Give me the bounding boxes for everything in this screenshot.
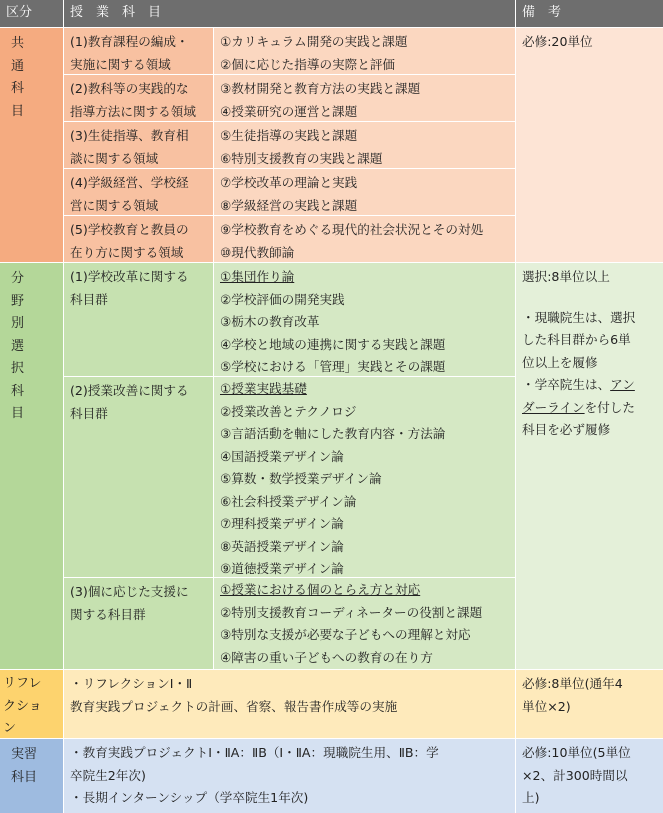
- common-subjects-1: ①カリキュラム開発の実践と課題 ②個に応じた指導の実際と評価: [214, 28, 515, 74]
- field-remarks: 選択:8単位以上 ・現職院生は、選択 した科目群から6単 位以上を履修 ・学卒院生は、アン ダーラインを付した 科目を必ず履修: [516, 263, 663, 669]
- common-label: 共 通 科 目: [0, 28, 63, 262]
- common-area-3: (3)生徒指導、教育相 談に関する領域: [64, 122, 213, 168]
- reflection-remarks: 必修:8単位(通年4 単位×2): [516, 670, 663, 738]
- reflection-label: リフレ クショ ン: [0, 670, 63, 738]
- field-area-1: (1)学校改革に関する 科目群: [64, 263, 213, 376]
- practicum-body: ・教育実践プロジェクトⅠ・ⅡA：ⅡB（Ⅰ・ⅡA：現職院生用、ⅡB：学 卒院生2年次) ・長期インターンシップ（学卒院生1年次): [64, 739, 515, 813]
- common-area-4: (4)学級経営、学校経 営に関する領域: [64, 169, 213, 215]
- common-area-5: (5)学校教育と教員の 在り方に関する領域: [64, 216, 213, 262]
- header-category: 区分: [0, 0, 63, 27]
- field-subjects-2: ①授業実践基礎 ②授業改善とテクノロジ ③言語活動を軸にした教育内容・方法論 ④国語授業デザイン論 ⑤算数・数学授業デザイン論 ⑥社会科授業デザイン論 ⑦理科授業デザイン論 ⑧英語授業デザイン論 ⑨道徳授業デザイン論: [214, 377, 515, 577]
- practicum-label: 実習 科目: [0, 739, 63, 813]
- field-label: 分 野 別 選 択 科 目: [0, 263, 63, 669]
- common-area-2: (2)教科等の実践的な 指導方法に関する領域: [64, 75, 213, 121]
- header-remarks: 備考: [516, 0, 663, 27]
- common-subjects-4: ⑦学校改革の理論と実践 ⑧学級経営の実践と課題: [214, 169, 515, 215]
- header-subjects: 授業科目: [64, 0, 515, 27]
- common-remarks: 必修:20単位: [516, 28, 663, 262]
- field-area-3: (3)個に応じた支援に 関する科目群: [64, 578, 213, 669]
- field-subjects-3: ①授業における個のとらえ方と対応 ②特別支援教育コーディネーターの役割と課題 ③特別な支援が必要な子どもへの理解と対応 ④障害の重い子どもへの教育の在り方: [214, 578, 515, 669]
- field-subjects-1: ①集団作り論 ②学校評価の開発実践 ③栃木の教育改革 ④学校と地域の連携に関する実践と課題 ⑤学校における「管理」実践とその課題: [214, 263, 515, 376]
- common-subjects-3: ⑤生徒指導の実践と課題 ⑥特別支援教育の実践と課題: [214, 122, 515, 168]
- common-subjects-5: ⑨学校教育をめぐる現代的社会状況とその対処 ⑩現代教師論: [214, 216, 515, 262]
- reflection-body: ・リフレクションⅠ・Ⅱ 教育実践プロジェクトの計画、省察、報告書作成等の実施: [64, 670, 515, 738]
- common-area-1: (1)教育課程の編成・ 実施に関する領域: [64, 28, 213, 74]
- practicum-remarks: 必修:10単位(5単位 ×2、計300時間以 上): [516, 739, 663, 813]
- common-subjects-2: ③教材開発と教育方法の実践と課題 ④授業研究の運営と課題: [214, 75, 515, 121]
- field-area-2: (2)授業改善に関する 科目群: [64, 377, 213, 577]
